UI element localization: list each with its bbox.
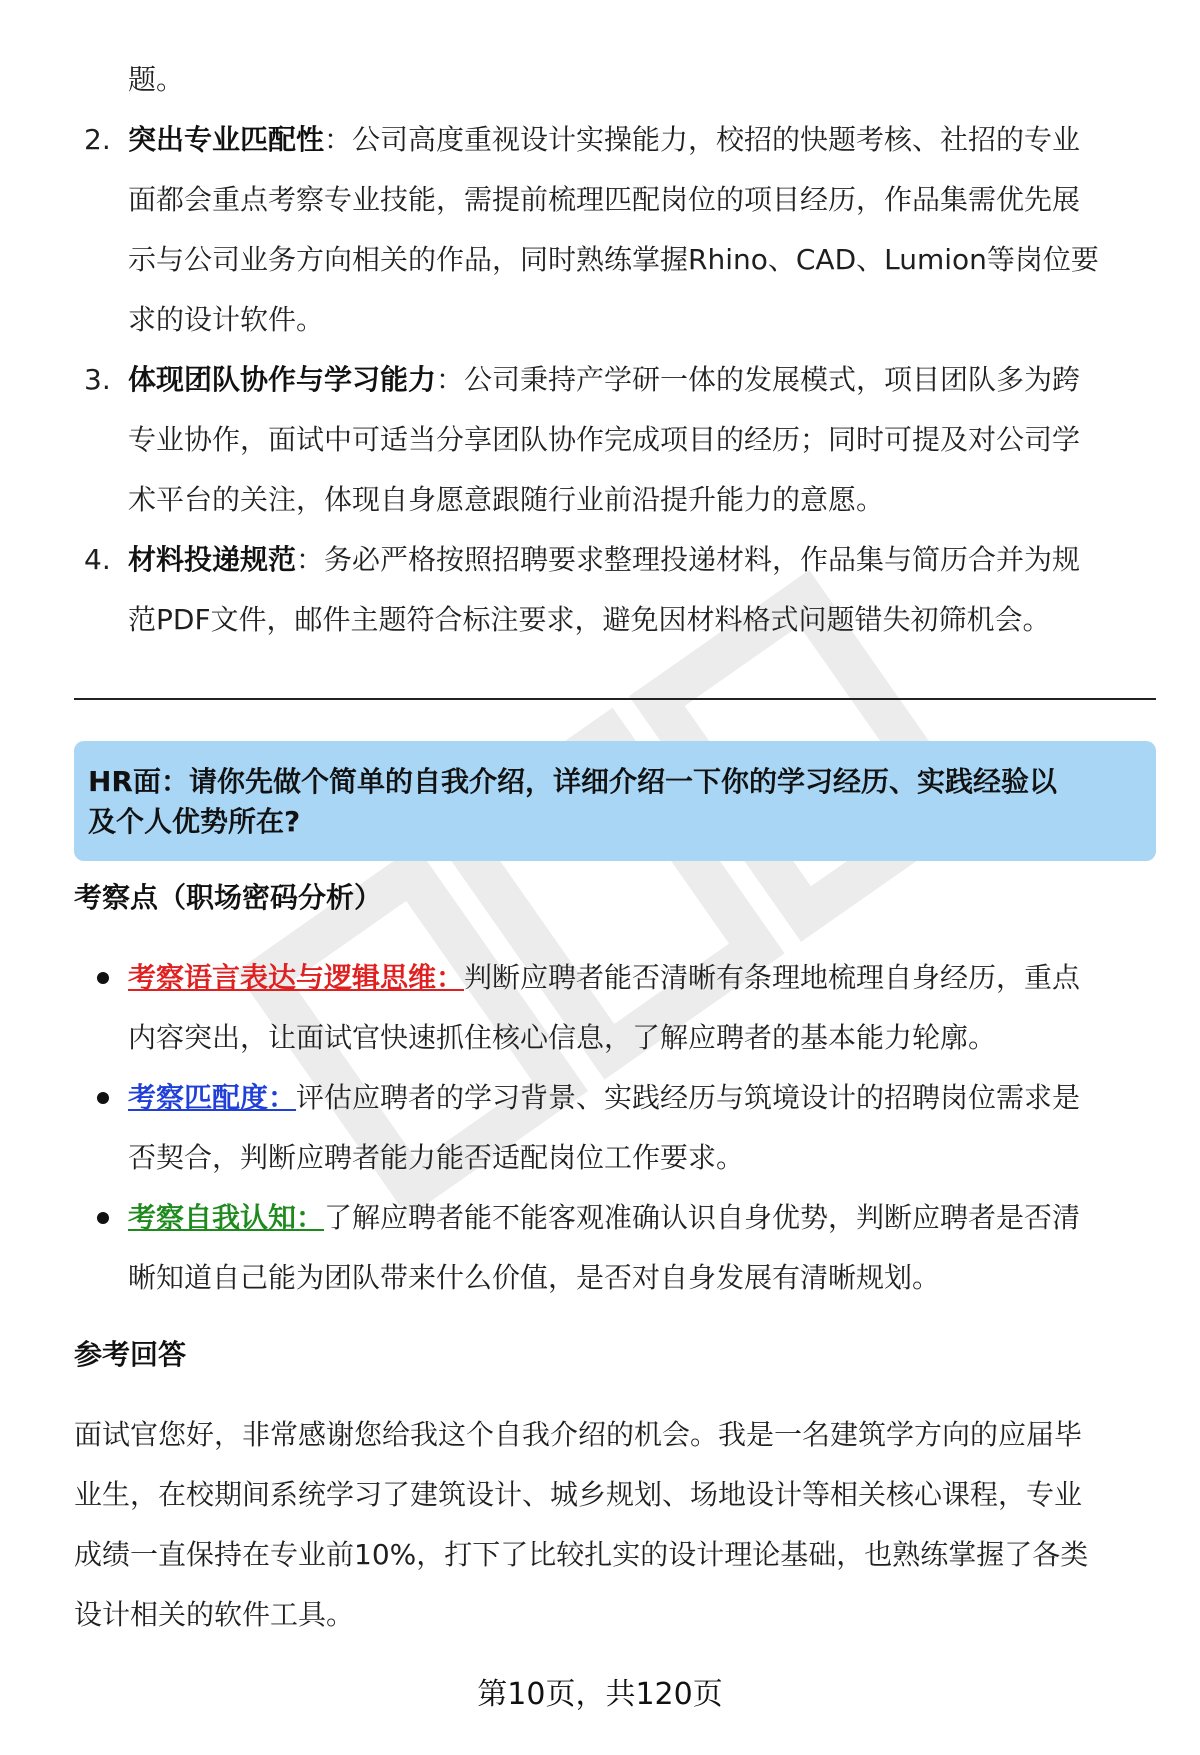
answer-line: 业生，在校期间系统学习了建筑设计、城乡规划、场地设计等相关核心课程，专业	[74, 1478, 1083, 1511]
item-text: ：务必严格按照招聘要求整理投递材料，作品集与简历合并为规	[296, 543, 1081, 576]
bullet-keyword: 考察自我认知：	[128, 1201, 325, 1234]
bullet-item	[128, 1198, 1080, 1238]
list-item	[128, 360, 1080, 400]
question-line: HR面：请你先做个简单的自我介绍，详细介绍一下你的学习经历、实践经验以	[88, 765, 1057, 798]
text-line: 求的设计软件。	[128, 303, 325, 336]
bullet-item	[128, 958, 1080, 998]
list-item	[128, 120, 1080, 160]
section-divider	[74, 698, 1156, 700]
bullet-keyword: 考察语言表达与逻辑思维：	[128, 961, 465, 994]
section-heading: 参考回答	[74, 1338, 187, 1371]
bullet-dot	[97, 1092, 109, 1104]
bullet-item	[128, 1078, 1080, 1118]
answer-line: 设计相关的软件工具。	[74, 1598, 355, 1631]
text-line: 题。	[128, 63, 185, 96]
text-line: 内容突出，让面试官快速抓住核心信息，了解应聘者的基本能力轮廓。	[128, 1021, 997, 1054]
list-number: 2.	[84, 123, 111, 156]
list-item	[128, 540, 1080, 580]
text-line: 否契合，判断应聘者能力能否适配岗位工作要求。	[128, 1141, 745, 1174]
list-number: 3.	[84, 363, 111, 396]
bullet-dot	[97, 972, 109, 984]
text-line: 专业协作，面试中可适当分享团队协作完成项目的经历；同时可提及对公司学	[128, 423, 1081, 456]
item-title: 材料投递规范	[128, 543, 297, 576]
text-line: 范PDF文件，邮件主题符合标注要求，避免因材料格式问题错失初筛机会。	[128, 603, 1051, 636]
item-title: 突出专业匹配性	[128, 123, 325, 156]
bullet-text: 评估应聘者的学习背景、实践经历与筑境设计的招聘岗位需求是	[296, 1081, 1081, 1114]
bullet-keyword: 考察匹配度：	[128, 1081, 297, 1114]
bullet-dot	[97, 1212, 109, 1224]
list-number: 4.	[84, 543, 111, 576]
section-heading: 考察点（职场密码分析）	[74, 881, 383, 914]
item-title: 体现团队协作与学习能力	[128, 363, 437, 396]
bullet-text: 了解应聘者能不能客观准确认识自身优势，判断应聘者是否清	[324, 1201, 1081, 1234]
text-line: 示与公司业务方向相关的作品，同时熟练掌握Rhino、CAD、Lumion等岗位要	[128, 243, 1099, 276]
answer-line: 成绩一直保持在专业前10%，打下了比较扎实的设计理论基础，也熟练掌握了各类	[74, 1538, 1089, 1571]
text-line: 术平台的关注，体现自身愿意跟随行业前沿提升能力的意愿。	[128, 483, 885, 516]
bullet-text: 判断应聘者能否清晰有条理地梳理自身经历，重点	[464, 961, 1081, 994]
text-line: 晰知道自己能为团队带来什么价值，是否对自身发展有清晰规划。	[128, 1261, 941, 1294]
page-number-footer: 第10页，共120页	[477, 1677, 723, 1712]
answer-line: 面试官您好，非常感谢您给我这个自我介绍的机会。我是一名建筑学方向的应届毕	[74, 1418, 1083, 1451]
question-line: 及个人优势所在?	[88, 805, 301, 838]
item-text: ：公司高度重视设计实操能力，校招的快题考核、社招的专业	[324, 123, 1081, 156]
text-line: 面都会重点考察专业技能，需提前梳理匹配岗位的项目经历，作品集需优先展	[128, 183, 1081, 216]
item-text: ：公司秉持产学研一体的发展模式，项目团队多为跨	[436, 363, 1081, 396]
